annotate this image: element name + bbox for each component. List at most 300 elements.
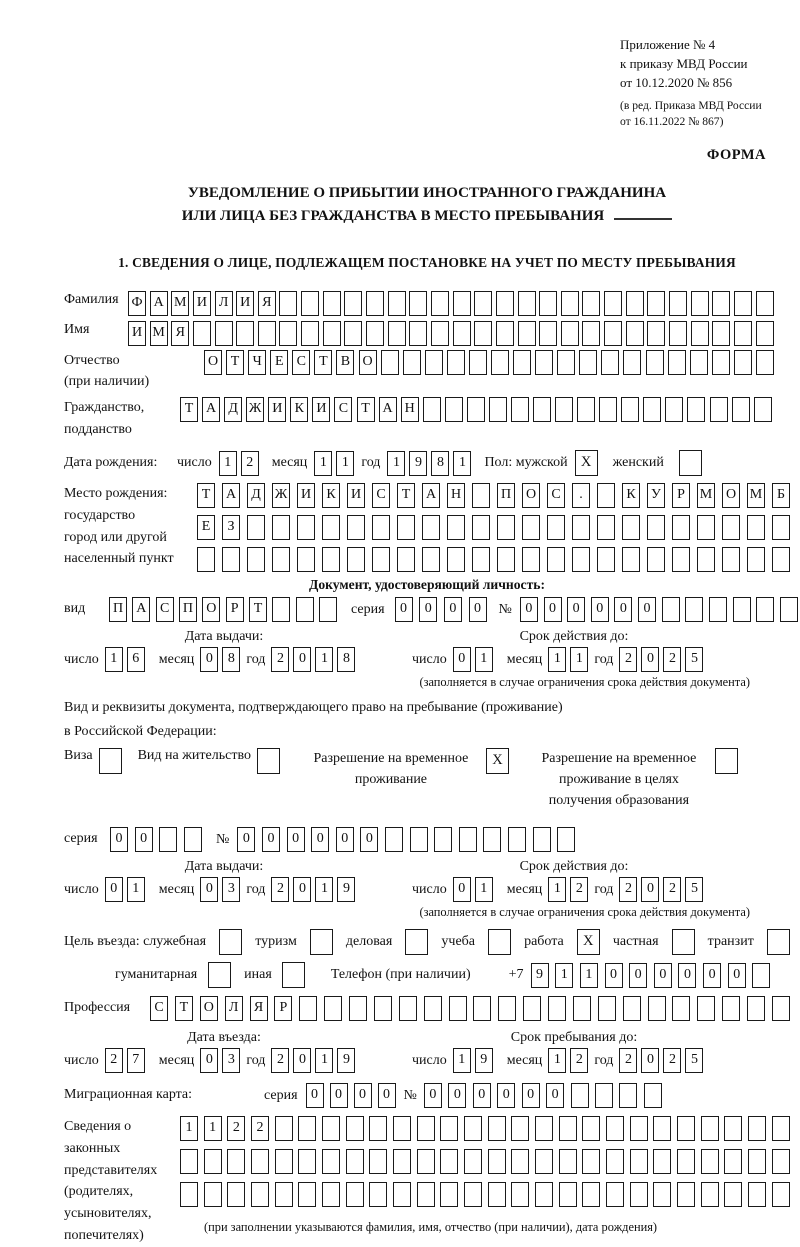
phone-prefix: +7 [508, 967, 524, 983]
char-box [518, 291, 536, 316]
legal-reps-boxrows [180, 1116, 790, 1235]
char-box: А [150, 291, 168, 316]
char-box [622, 515, 640, 540]
char-box [422, 547, 440, 572]
char-box [712, 291, 730, 316]
citizenship-boxes [180, 397, 772, 422]
char-box [595, 1083, 613, 1108]
char-box: 2 [241, 451, 259, 476]
char-box [483, 827, 501, 852]
char-box [453, 291, 471, 316]
char-box [491, 350, 509, 375]
humanitarian-label: гуманитарная [115, 967, 198, 983]
char-box [403, 350, 421, 375]
char-box: 0 [473, 1083, 491, 1108]
char-box [712, 321, 730, 346]
char-box: 0 [200, 647, 218, 672]
birth-place-label-line1: Место рождения: [64, 486, 168, 502]
char-box [522, 515, 540, 540]
char-box: 2 [251, 1116, 269, 1141]
char-box [297, 547, 315, 572]
citizenship-label [64, 397, 180, 440]
month-label: месяц [506, 651, 543, 667]
char-box [272, 547, 290, 572]
char-box [393, 1149, 411, 1174]
char-box [772, 1182, 790, 1207]
id-doc-row [64, 597, 790, 622]
char-box [445, 397, 463, 422]
char-box [275, 1149, 293, 1174]
char-box [604, 291, 622, 316]
work-label: работа [524, 934, 564, 950]
char-box [346, 1116, 364, 1141]
char-box [772, 547, 790, 572]
char-box [626, 291, 644, 316]
char-box [619, 1083, 637, 1108]
stay-until-group [412, 1048, 703, 1073]
year-label: год [594, 881, 614, 897]
char-box [733, 597, 751, 622]
migration-card-row [64, 1083, 790, 1108]
citizenship-row [64, 397, 790, 440]
char-box [561, 291, 579, 316]
char-box: 0 [360, 827, 378, 852]
char-box [393, 1116, 411, 1141]
char-box [597, 515, 615, 540]
char-box: 0 [444, 597, 462, 622]
char-box [572, 515, 590, 540]
char-box: 0 [378, 1083, 396, 1108]
char-box [297, 515, 315, 540]
stay-year-boxes [619, 1048, 703, 1073]
char-box: С [150, 996, 168, 1021]
char-box [748, 1116, 766, 1141]
id-valid-day-boxes [453, 647, 493, 672]
char-box: С [292, 350, 310, 375]
char-box [672, 515, 690, 540]
edu-permit-checkbox [715, 748, 738, 774]
surname-row [64, 291, 790, 316]
char-box: 3 [222, 877, 240, 902]
char-box [772, 996, 790, 1021]
char-box: Б [772, 483, 790, 508]
permit-series-row [64, 827, 790, 852]
char-box [710, 397, 728, 422]
visa-checkbox [99, 748, 122, 774]
char-box [582, 1182, 600, 1207]
char-box: 2 [271, 877, 289, 902]
char-box [431, 291, 449, 316]
char-box [346, 1182, 364, 1207]
char-box [677, 1182, 695, 1207]
char-box: 0 [703, 963, 721, 988]
char-box: Я [171, 321, 189, 346]
birth-year-boxes [387, 451, 471, 476]
char-box [417, 1149, 435, 1174]
char-box [653, 1149, 671, 1174]
form-title [64, 182, 790, 229]
char-box [498, 996, 516, 1021]
char-box: 8 [431, 451, 449, 476]
char-box [648, 996, 666, 1021]
char-box [599, 397, 617, 422]
char-box [597, 483, 615, 508]
birth-place-row1 [197, 483, 790, 508]
char-box [369, 1182, 387, 1207]
tourism-checkbox [310, 929, 333, 955]
char-box: И [268, 397, 286, 422]
permit-issue-day-boxes [105, 877, 145, 902]
char-box [630, 1149, 648, 1174]
char-box [626, 321, 644, 346]
char-box [296, 597, 314, 622]
legal-reps-label-line6: попечителях) [64, 1227, 144, 1243]
char-box [449, 996, 467, 1021]
char-box [489, 397, 507, 422]
char-box: 3 [222, 1048, 240, 1073]
char-box: С [547, 483, 565, 508]
char-box [323, 291, 341, 316]
char-box [204, 1182, 222, 1207]
purpose-prefix: Цель въезда: [64, 934, 140, 950]
char-box [687, 397, 705, 422]
day-label: число [412, 881, 447, 897]
char-box [752, 963, 770, 988]
char-box: 1 [555, 963, 573, 988]
char-box [780, 597, 798, 622]
char-box [535, 1116, 553, 1141]
char-box: Д [247, 483, 265, 508]
char-box: Ж [246, 397, 264, 422]
char-box: 1 [180, 1116, 198, 1141]
migration-number-label: № [403, 1087, 417, 1103]
char-box: О [359, 350, 377, 375]
char-box [322, 547, 340, 572]
char-box: 2 [663, 647, 681, 672]
month-label: месяц [158, 1052, 195, 1068]
private-label: частная [612, 934, 659, 950]
birth-place-block [64, 483, 790, 572]
work-checkbox: X [577, 929, 600, 955]
temp-permit-label-line1: Разрешение на временное [313, 751, 469, 767]
char-box [582, 321, 600, 346]
char-box: А [132, 597, 150, 622]
char-box [472, 515, 490, 540]
char-box [722, 515, 740, 540]
char-box: Н [401, 397, 419, 422]
char-box [247, 515, 265, 540]
given-name-label: Имя [64, 321, 90, 337]
char-box: 0 [293, 647, 311, 672]
char-box [469, 350, 487, 375]
char-box [447, 547, 465, 572]
char-box: 0 [395, 597, 413, 622]
char-box [754, 397, 772, 422]
profession-row [64, 996, 790, 1021]
char-box [701, 1149, 719, 1174]
char-box [571, 1083, 589, 1108]
char-box: Т [357, 397, 375, 422]
char-box [222, 547, 240, 572]
birth-place-label-line2: государство [64, 508, 136, 524]
char-box [319, 597, 337, 622]
char-box: П [179, 597, 197, 622]
char-box: Л [215, 291, 233, 316]
char-box [712, 350, 730, 375]
permit-issue-group [64, 877, 400, 902]
char-box: П [109, 597, 127, 622]
char-box: О [200, 996, 218, 1021]
char-box [180, 1149, 198, 1174]
char-box: 0 [654, 963, 672, 988]
month-label: месяц [271, 455, 308, 471]
annex-edition-line: от 16.11.2022 № 867) [620, 115, 724, 129]
char-box [748, 1149, 766, 1174]
char-box [772, 1149, 790, 1174]
char-box [623, 996, 641, 1021]
char-box: 0 [424, 1083, 442, 1108]
char-box [464, 1116, 482, 1141]
char-box [346, 1149, 364, 1174]
char-box [547, 547, 565, 572]
char-box: 0 [567, 597, 585, 622]
char-box [547, 515, 565, 540]
char-box: 1 [336, 451, 354, 476]
migration-series-boxes [306, 1083, 396, 1108]
char-box: 2 [619, 1048, 637, 1073]
char-box [697, 547, 715, 572]
legal-reps-label [64, 1116, 180, 1246]
entry-date-group [64, 1048, 400, 1073]
char-box: 0 [591, 597, 609, 622]
char-box: 9 [475, 1048, 493, 1073]
char-box [434, 827, 452, 852]
residence-permit-checkbox [257, 748, 280, 774]
char-box [374, 996, 392, 1021]
char-box [724, 1182, 742, 1207]
migration-series-label: серия [264, 1087, 298, 1103]
char-box [322, 1149, 340, 1174]
temp-permit-label-line2: проживание [354, 772, 428, 788]
char-box [236, 321, 254, 346]
char-box: 0 [641, 647, 659, 672]
char-box: И [312, 397, 330, 422]
char-box: А [422, 483, 440, 508]
char-box [393, 1182, 411, 1207]
char-box [496, 321, 514, 346]
char-box [644, 1083, 662, 1108]
id-validity-note: (заполняется в случае ограничения срока действия документа) [419, 675, 750, 690]
char-box [322, 515, 340, 540]
char-box: 0 [469, 597, 487, 622]
residence-doc-options-row [64, 748, 790, 811]
char-box [582, 1149, 600, 1174]
char-box: 0 [641, 877, 659, 902]
char-box [258, 321, 276, 346]
permit-validity-note: (заполняется в случае ограничения срока действия документа) [419, 905, 750, 920]
year-label: год [594, 1052, 614, 1068]
edu-permit-option [529, 748, 738, 811]
char-box: 2 [105, 1048, 123, 1073]
char-box: И [128, 321, 146, 346]
char-box [323, 321, 341, 346]
char-box [677, 1149, 695, 1174]
char-box: 0 [728, 963, 746, 988]
purpose-row2 [64, 962, 790, 988]
legal-reps-row2 [180, 1149, 790, 1174]
char-box: О [722, 483, 740, 508]
char-box [513, 350, 531, 375]
char-box [668, 350, 686, 375]
char-box [251, 1182, 269, 1207]
entry-month-boxes [200, 1048, 240, 1073]
char-box [621, 397, 639, 422]
char-box: 2 [570, 1048, 588, 1073]
char-box [431, 321, 449, 346]
char-box [724, 1116, 742, 1141]
char-box [747, 547, 765, 572]
purpose-label [64, 934, 206, 950]
char-box: И [347, 483, 365, 508]
char-box: Ф [128, 291, 146, 316]
permit-valid-group [412, 877, 703, 902]
temp-permit-option [302, 748, 509, 790]
char-box [630, 1182, 648, 1207]
char-box [691, 291, 709, 316]
char-box [597, 547, 615, 572]
birth-place-label [64, 483, 197, 570]
char-box [647, 547, 665, 572]
permit-valid-month-boxes [548, 877, 588, 902]
month-label: месяц [506, 1052, 543, 1068]
char-box: Т [226, 350, 244, 375]
visa-label: Виза [64, 748, 93, 764]
char-box [388, 321, 406, 346]
entry-dates-row [64, 1048, 790, 1073]
char-box [372, 547, 390, 572]
char-box [511, 1182, 529, 1207]
char-box: 0 [419, 597, 437, 622]
char-box: К [322, 483, 340, 508]
business-checkbox [405, 929, 428, 955]
char-box [647, 321, 665, 346]
char-box: О [522, 483, 540, 508]
char-box [298, 1182, 316, 1207]
id-issue-day-boxes [105, 647, 145, 672]
patronymic-label-line1: Отчество [64, 352, 120, 368]
id-doc-date-headers [64, 629, 790, 645]
char-box [301, 321, 319, 346]
entry-year-boxes [271, 1048, 355, 1073]
char-box: 0 [306, 1083, 324, 1108]
char-box [748, 1182, 766, 1207]
day-label: число [412, 1052, 447, 1068]
char-box: 2 [619, 647, 637, 672]
year-label: год [361, 455, 381, 471]
char-box: 2 [619, 877, 637, 902]
char-box [272, 597, 290, 622]
char-box [559, 1182, 577, 1207]
char-box: 1 [570, 647, 588, 672]
entry-date-headers [64, 1030, 790, 1046]
annex-line: к приказу МВД России [620, 55, 748, 71]
char-box: С [334, 397, 352, 422]
transit-checkbox [767, 929, 790, 955]
char-box: 0 [311, 827, 329, 852]
char-box: 2 [271, 647, 289, 672]
annex-reference [620, 36, 790, 131]
form-title-line2: ИЛИ ЛИЦА БЕЗ ГРАЖДАНСТВА В МЕСТО ПРЕБЫВАНИЯ [181, 208, 605, 225]
char-box [347, 515, 365, 540]
residence-doc-line2: в Российской Федерации: [64, 724, 217, 740]
char-box: Т [314, 350, 332, 375]
id-doc-series-label: серия [351, 601, 385, 617]
char-box [472, 547, 490, 572]
id-issue-year-boxes [271, 647, 355, 672]
char-box: 0 [638, 597, 656, 622]
char-box: 8 [222, 647, 240, 672]
char-box [322, 1182, 340, 1207]
char-box: 0 [448, 1083, 466, 1108]
char-box: 5 [685, 1048, 703, 1073]
char-box [548, 996, 566, 1021]
sex-male-label: Пол: мужской [484, 455, 568, 471]
permit-valid-header: Срок действия до: [519, 859, 629, 875]
birth-date-row [64, 450, 790, 476]
given-name-boxes [128, 321, 774, 346]
char-box [672, 996, 690, 1021]
char-box [459, 827, 477, 852]
id-issue-group [64, 647, 400, 672]
char-box [701, 1116, 719, 1141]
char-box [247, 547, 265, 572]
id-valid-group [412, 647, 703, 672]
char-box: Н [447, 483, 465, 508]
char-box: 1 [580, 963, 598, 988]
char-box: 9 [409, 451, 427, 476]
char-box: 0 [293, 877, 311, 902]
permit-number-boxes [237, 827, 575, 852]
char-box [440, 1149, 458, 1174]
char-box: З [222, 515, 240, 540]
char-box: К [622, 483, 640, 508]
char-box [511, 1116, 529, 1141]
char-box: 1 [315, 1048, 333, 1073]
entry-date-header: Дата въезда: [187, 1030, 261, 1046]
birth-place-label-line4: населенный пункт [64, 551, 174, 567]
char-box [690, 350, 708, 375]
patronymic-label [64, 350, 204, 393]
annex-edition-line: (в ред. Приказа МВД России [620, 98, 762, 112]
char-box [756, 321, 774, 346]
title-blank-line [614, 206, 672, 220]
char-box: М [697, 483, 715, 508]
given-name-row [64, 321, 790, 346]
char-box [369, 1149, 387, 1174]
char-box: И [297, 483, 315, 508]
char-box [472, 483, 490, 508]
char-box [582, 291, 600, 316]
year-label: год [594, 651, 614, 667]
permit-issue-header: Дата выдачи: [184, 859, 264, 875]
char-box: . [572, 483, 590, 508]
char-box [227, 1182, 245, 1207]
stay-until-header: Срок пребывания до: [510, 1030, 638, 1046]
day-label: число [412, 651, 447, 667]
edu-permit-label-line3: получения образования [548, 793, 690, 809]
patronymic-boxes [204, 350, 774, 375]
patronymic-label-line2: (при наличии) [64, 374, 150, 390]
